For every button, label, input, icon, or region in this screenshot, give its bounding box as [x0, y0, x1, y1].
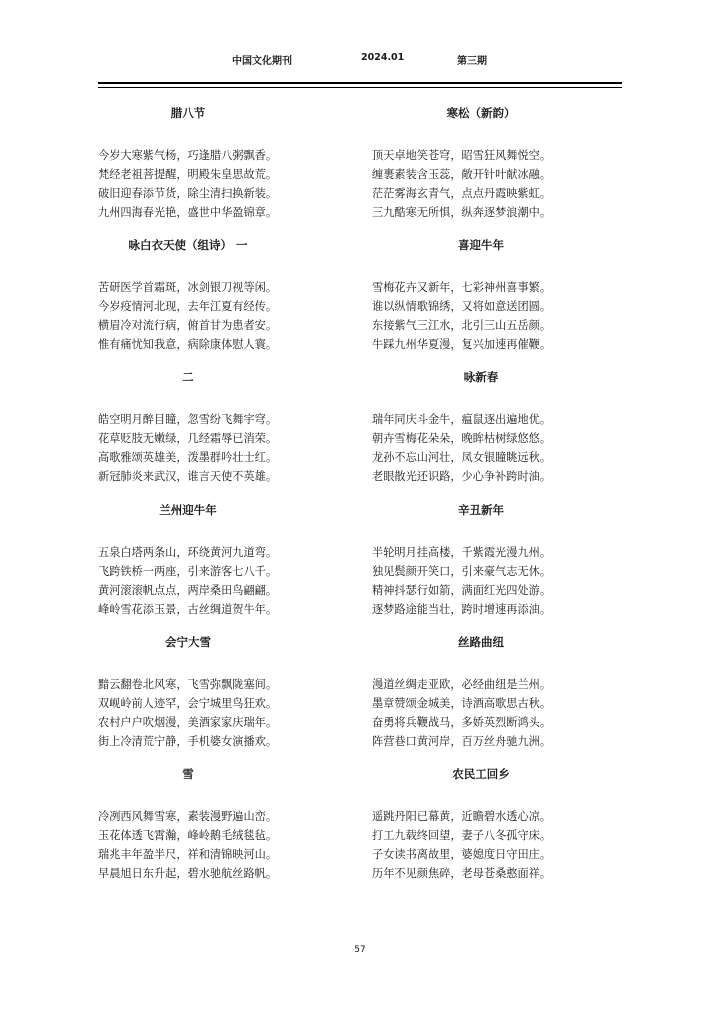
poem-line: 谁以纵情歌锦绣，又将如意送团圆。	[372, 300, 552, 314]
running-header	[0, 52, 720, 68]
poem-line: 双岘岭前人迹罕，会宁城里鸟狂欢。	[98, 696, 278, 710]
poem-line: 冷冽西风舞雪寒，素装漫野遍山峦。	[98, 809, 278, 823]
poem-line: 奋勇将兵鞭战马，多娇英烈断鸿头。	[372, 715, 552, 729]
poem-title: 会宁大雪	[165, 634, 211, 649]
poem-line: 今岁疫情河北现，去年江夏有经传。	[98, 300, 278, 314]
poem-line: 墨章赞颂金城美，诗酒高歌思古秋。	[372, 696, 552, 710]
poem-title: 兰州迎牛年	[159, 502, 217, 517]
poem-body	[98, 543, 277, 619]
poem-line: 峰岭雪花添玉景，古丝绸道贺牛年。	[98, 602, 278, 616]
page-number: 57	[354, 945, 366, 955]
poem-line: 独见鬓颜开笑口，引来豪气志无休。	[372, 564, 552, 578]
poem	[98, 102, 330, 234]
poem-title: 农民工回乡	[452, 766, 510, 781]
poem-line: 三九酷寒无所惧，纵奔逐梦浪潮中。	[372, 206, 552, 219]
poem	[372, 102, 604, 234]
header-rule-thick	[98, 82, 622, 84]
poem-line: 阵营巷口黄河岸，百万丝舟驰九洲。	[372, 734, 552, 748]
poem-title: 雪	[182, 766, 194, 781]
issue-date: 2024.01	[361, 52, 405, 63]
poem-line: 瑞年同庆斗金牛，瘟鼠逐出遍地优。	[372, 413, 552, 427]
poem-line: 历年不见颜焦碎，老母苍桑憨面祥。	[372, 866, 552, 880]
poem-line: 皓空明月醉目瞳，忽雪纷飞舞宇穹。	[98, 413, 278, 427]
poem-line: 漫道丝绸走亚欧，必经曲纽是兰州。	[372, 677, 552, 691]
poem-title: 喜迎牛年	[458, 238, 504, 253]
poem-line: 新冠肺炎来武汉，谁言天使不英雄。	[98, 470, 278, 484]
poem-title: 腊八节	[170, 106, 206, 120]
poem-body	[372, 410, 551, 486]
poem-line: 农村户户吹烟漫，美酒家家庆瑞年。	[98, 715, 278, 729]
journal-name: 中国文化期刊	[232, 56, 292, 67]
poem	[98, 234, 330, 366]
poem-title: 咏新春	[463, 370, 499, 385]
poem-title: 辛丑新年	[458, 502, 504, 517]
poem	[372, 366, 604, 498]
poem-line: 五泉白塔两条山，环绕黄河九道弯。	[98, 545, 278, 559]
poem-body	[372, 146, 551, 222]
poem-line: 早晨旭日东升起，碧水驰航丝路帆。	[98, 866, 278, 880]
poem-title: 丝路曲纽	[458, 634, 504, 649]
poem-body	[98, 278, 277, 354]
poem-body	[98, 146, 277, 222]
poem-line: 龙孙不忘山河壮，凤女银瞳眺远秋。	[372, 451, 552, 465]
poem-line: 打工九载终回望，妻子八冬孤守床。	[372, 828, 552, 842]
poem-body	[98, 675, 277, 751]
poem-body	[98, 410, 277, 486]
poem-line: 老眼散光还识路，少心争补跨时油。	[372, 470, 552, 484]
poem-line: 朝卉雪梅花朵朵，晚眸枯树绿悠悠。	[372, 432, 552, 446]
poem-body	[372, 675, 551, 751]
poem-line: 九州四海春光艳，盛世中华盈锦章。	[98, 206, 278, 219]
poem-line: 梵经老祖菩提醒，明殿朱皇思故荒。	[98, 168, 278, 181]
poem-line: 苦研医学首霜斑，冰剑银刀视等闲。	[98, 281, 278, 295]
poem-line: 黯云翻卷北风寒，飞雪弥飘陇塞间。	[98, 677, 278, 691]
poem-line: 飞跨铁桥一两座，引来游客七八千。	[98, 564, 278, 578]
poem-line: 惟有痛忧知我意，病除康体慰人寰。	[98, 338, 278, 352]
poem-line: 茫茫雾海玄青气，点点丹霞映紫虹。	[372, 187, 552, 200]
poem	[98, 366, 330, 498]
poem-line: 缠裹素装含玉蕊，敞开针叶献冰融。	[372, 168, 552, 181]
poem-body	[372, 278, 551, 354]
poem-title: 咏白衣天使（组诗） 一	[128, 238, 248, 253]
poem-title: 寒松（新韵）	[446, 106, 516, 120]
right-poem-column	[372, 102, 604, 895]
poem-line: 半轮明月挂高楼，千紫霞光漫九州。	[372, 545, 552, 559]
poem-body	[98, 807, 277, 883]
poem-line: 雪梅花卉又新年，七彩神州喜事繁。	[372, 281, 552, 295]
poem-line: 黄河滚滚帆点点，两岸桑田鸟翩翩。	[98, 583, 278, 597]
poem-line: 花草贬肢无嫩绿，几经霜辱已消荣。	[98, 432, 278, 446]
poem-line: 牛踩九州华夏漫，复兴加速再催鞭。	[372, 338, 552, 352]
poem-line: 瑞兆丰年盈半尺，祥和清锦映河山。	[98, 847, 278, 861]
poem	[98, 499, 330, 631]
poem	[372, 631, 604, 763]
poem-line: 横眉冷对流行病，俯首甘为患者安。	[98, 319, 278, 333]
poem-line: 今岁大寒紫气杨，巧逢腊八粥飘香。	[98, 149, 278, 162]
poem	[98, 763, 330, 895]
header-rule-thin	[98, 87, 622, 88]
poem-line: 街上冷清荒宁静，手机婆女演播欢。	[98, 734, 278, 748]
poem-line: 破旧迎春添节货，除尘清扫换新装。	[98, 187, 278, 200]
poem	[372, 234, 604, 366]
poem-line: 精神抖瑟行如箭，满面红光四处游。	[372, 583, 552, 597]
poem-line: 逐梦路途能当壮，跨时增速再添油。	[372, 602, 552, 616]
poem-line: 东接紫气三江水，北引三山五岳颜。	[372, 319, 552, 333]
poem-body	[372, 807, 551, 883]
poem-line: 玉花体透飞霄瀚，峰岭鹅毛绒毯毡。	[98, 828, 278, 842]
poem-body	[372, 543, 551, 619]
poem	[372, 499, 604, 631]
poem	[372, 763, 604, 895]
poem-title: 二	[182, 370, 194, 385]
issue-number: 第三期	[457, 56, 487, 67]
poem-line: 顶天卓地笑苍穹，昭雪狂风舞悦空。	[372, 149, 552, 162]
poem	[98, 631, 330, 763]
left-poem-column	[98, 102, 330, 895]
poem-line: 子女读书离故里，婆媳度日守田庄。	[372, 847, 552, 861]
poem-line: 遥跳丹阳已幕黄，近瞻碧水透心凉。	[372, 809, 552, 823]
poem-line: 高歌雅颂英雄美，泼墨群吟壮士红。	[98, 451, 278, 465]
